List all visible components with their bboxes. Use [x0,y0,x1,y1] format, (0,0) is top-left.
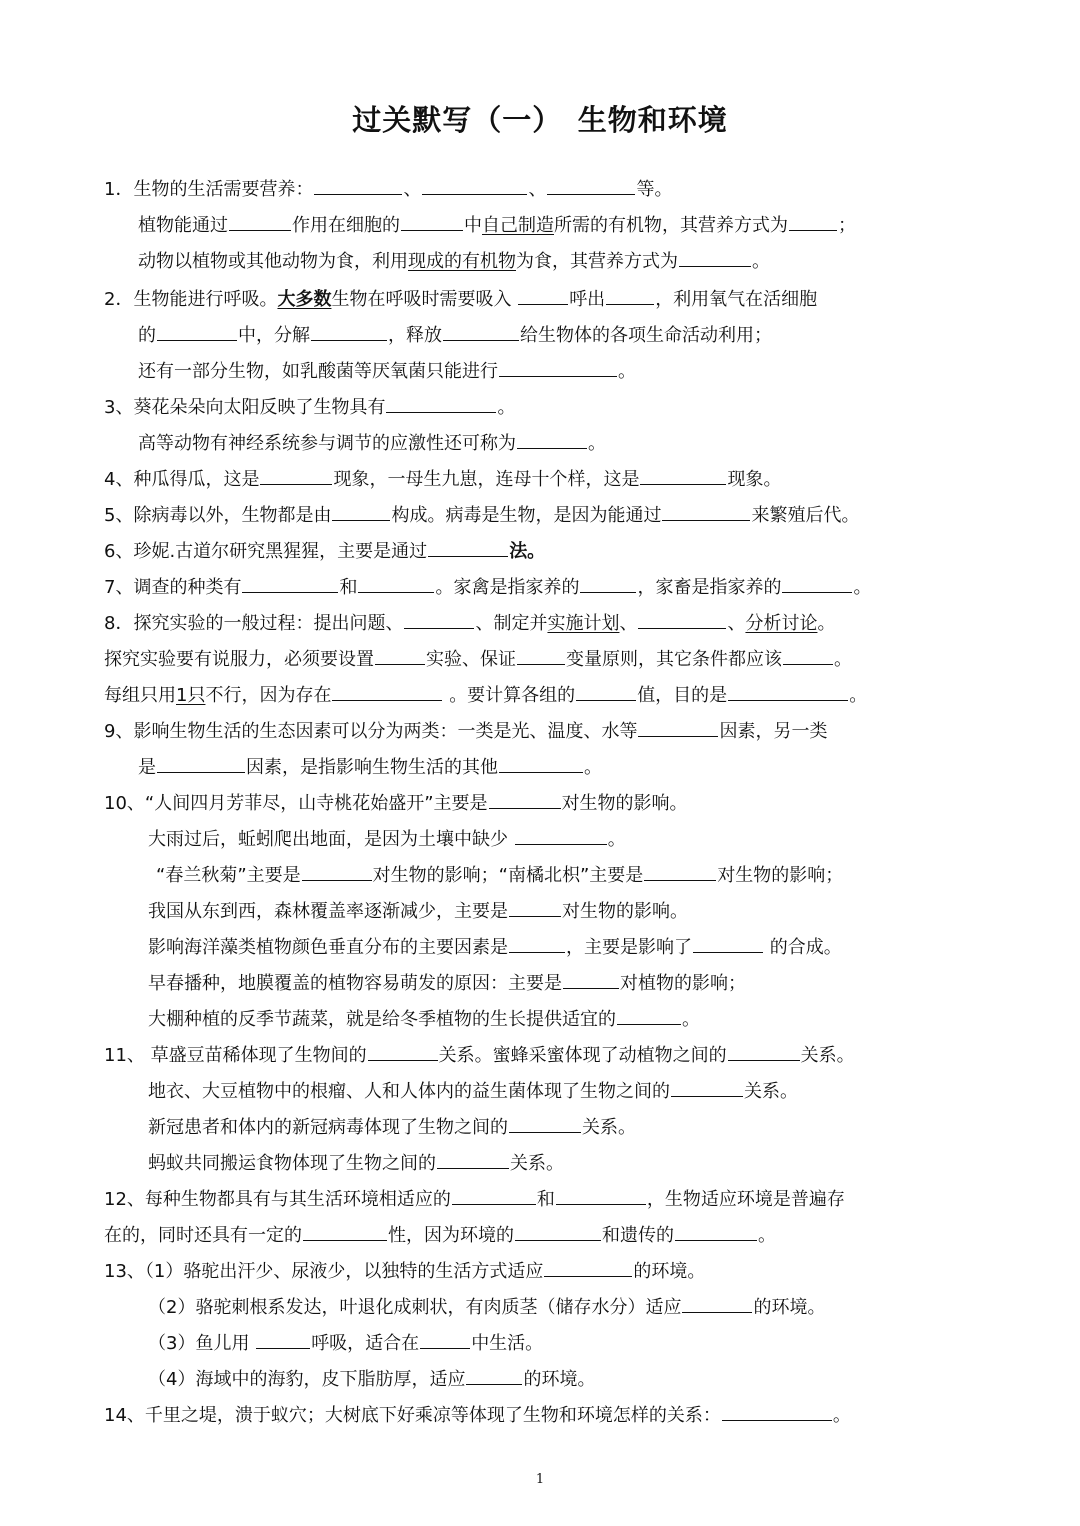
question-8-line-2: 探究实验要有说服力，必须要设置 实验、保证 变量原则，其它条件都应该 。 [104,646,852,673]
question-number: 3、 [104,397,134,418]
question-1-line-1: 1．生物的生活需要营养： 、 、 等。 [104,176,672,203]
question-11-line-3: 新冠患者和体内的新冠病毒体现了生物之间的 关系。 [148,1114,636,1141]
answer-blank[interactable] [499,754,583,773]
answer-blank[interactable] [466,1366,522,1385]
answer-blank[interactable] [428,538,508,557]
question-14: 14、千里之堤，溃于蚁穴；大树底下好乘凉等体现了生物和环境怎样的关系： 。 [104,1402,851,1429]
answer-blank[interactable] [358,574,434,593]
answer-blank[interactable] [303,1222,387,1241]
answer-blank[interactable] [242,574,338,593]
question-10-line-7: 大棚种植的反季节蔬菜，就是给冬季植物的生长提供适宜的 。 [148,1006,700,1033]
answer-blank[interactable] [722,1402,832,1421]
answer-blank[interactable] [314,176,402,195]
answer-blank[interactable] [452,1186,536,1205]
question-10-line-6: 早春播种，地膜覆盖的植物容易萌发的原因：主要是 对植物的影响； [148,970,746,997]
question-number: 6、 [104,541,134,562]
answer-blank[interactable] [640,466,726,485]
question-11-line-2: 地衣、大豆植物中的根瘤、人和人体内的益生菌体现了生物之间的 关系。 [148,1078,798,1105]
answer-blank[interactable] [644,862,716,881]
answer-blank[interactable] [679,248,751,267]
question-number: 11、 [104,1045,145,1066]
question-1-line-3: 动物以植物或其他动物为食，利用现成的有机物为食，其营养方式为 。 [138,248,770,275]
answer-blank[interactable] [437,1150,509,1169]
answer-blank[interactable] [157,754,245,773]
question-number: 9、 [104,721,134,742]
answer-blank[interactable] [332,502,390,521]
answer-blank[interactable] [606,286,654,305]
question-2-line-2: 的 中，分解 ，释放 给生物体的各项生命活动利用； [138,322,772,349]
answer-blank[interactable] [260,466,332,485]
answer-blank[interactable] [675,1222,757,1241]
question-11-line-1: 11、 草盛豆苗稀体现了生物间的 关系。蜜蜂采蜜体现了动植物之间的 关系。 [104,1042,855,1069]
question-6: 6、珍妮.古道尔研究黑猩猩，主要是通过 法。 [104,538,545,565]
answer-blank[interactable] [682,1294,752,1313]
question-10-line-5: 影响海洋藻类植物颜色垂直分布的主要因素是 ，主要是影响了 的合成。 [148,934,842,961]
question-number: 13、 [104,1261,145,1282]
question-number: 7、 [104,577,134,598]
question-10-line-3: “春兰秋菊”主要是 对生物的影响；“南橘北枳”主要是 对生物的影响； [156,862,843,889]
question-13-line-4: （4）海域中的海豹，皮下脂肪厚，适应 的环境。 [148,1366,595,1393]
answer-blank[interactable] [728,682,848,701]
answer-blank[interactable] [368,1042,438,1061]
question-13-line-3: （3）鱼儿用 呼吸，适合在 中生活。 [148,1330,543,1357]
question-number: 14、 [104,1405,145,1426]
answer-blank[interactable] [556,1186,646,1205]
answer-blank[interactable] [157,322,237,341]
question-3-line-1: 3、葵花朵朵向太阳反映了生物具有 。 [104,394,515,421]
answer-blank[interactable] [256,1330,310,1349]
answer-blank[interactable] [517,646,565,665]
question-13-line-2: （2）骆驼刺根系发达，叶退化成刺状，有肉质茎（储存水分）适应 的环境。 [148,1294,825,1321]
answer-blank[interactable] [311,322,387,341]
answer-blank[interactable] [401,212,463,231]
question-1-line-2: 植物能通过 作用在细胞的 中自己制造所需的有机物，其营养方式为 ； [138,212,856,239]
answer-blank[interactable] [580,574,636,593]
question-9-line-1: 9、影响生物生活的生态因素可以分为两类：一类是光、温度、水等 因素，另一类 [104,718,827,745]
answer-blank[interactable] [662,502,750,521]
answer-blank[interactable] [544,1258,632,1277]
question-12-line-1: 12、每种生物都具有与其生活环境相适应的 和 ，生物适应环境是普遍存 [104,1186,845,1213]
question-number: 4、 [104,469,134,490]
question-2-line-1: 2．生物能进行呼吸。大多数生物在呼吸时需要吸入 呼出 ，利用氧气在活细胞 [104,286,817,313]
answer-blank[interactable] [332,682,442,701]
question-12-line-2: 在的，同时还具有一定的 性，因为环境的 和遗传的 。 [104,1222,776,1249]
question-number: 12、 [104,1189,145,1210]
answer-blank[interactable] [518,286,568,305]
question-2-line-3: 还有一部分生物，如乳酸菌等厌氧菌只能进行 。 [138,358,636,385]
question-8-line-1: 8．探究实验的一般过程：提出问题、 、制定并实施计划、 、分析讨论。 [104,610,835,637]
question-number: 5、 [104,505,134,526]
answer-blank[interactable] [420,1330,470,1349]
question-8-line-3: 每组只用1只不行，因为存在 。要计算各组的 值，目的是 。 [104,682,867,709]
answer-blank[interactable] [229,212,291,231]
question-10-line-1: 10、“人间四月芳菲尽，山寺桃花始盛开”主要是 对生物的影响。 [104,790,688,817]
answer-blank[interactable] [443,322,519,341]
question-number: 2． [104,289,134,310]
answer-blank[interactable] [638,718,718,737]
page-number: 1 [535,1472,545,1487]
question-4: 4、种瓜得瓜，这是 现象，一母生九崽，连母十个样，这是 现象。 [104,466,781,493]
answer-blank[interactable] [509,1114,581,1133]
question-10-line-4: 我国从东到西，森林覆盖率逐渐减少，主要是 对生物的影响。 [148,898,688,925]
answer-blank[interactable] [638,610,726,629]
answer-blank[interactable] [576,682,636,701]
question-13-line-1: 13、（1）骆驼出汗少、尿液少，以独特的生活方式适应 的环境。 [104,1258,705,1285]
answer-blank[interactable] [547,176,635,195]
question-number: 10、 [104,793,145,814]
question-number: 8． [104,613,134,634]
answer-blank[interactable] [302,862,372,881]
question-9-line-2: 是 因素，是指影响生物生活的其他 。 [138,754,602,781]
answer-blank[interactable] [617,1006,681,1025]
question-7: 7、调查的种类有 和 。家禽是指家养的 ，家畜是指家养的 。 [104,574,871,601]
answer-blank[interactable] [563,970,619,989]
question-11-line-4: 蚂蚁共同搬运食物体现了生物之间的 关系。 [148,1150,564,1177]
answer-blank[interactable] [515,1222,601,1241]
answer-blank[interactable] [789,212,837,231]
answer-blank[interactable] [509,898,561,917]
question-5: 5、除病毒以外，生物都是由 构成。病毒是生物，是因为能通过 来繁殖后代。 [104,502,859,529]
answer-blank[interactable] [499,358,617,377]
question-3-line-2: 高等动物有神经系统参与调节的应激性还可称为 。 [138,430,606,457]
question-number: 1． [104,179,134,200]
answer-blank[interactable] [782,574,852,593]
answer-blank[interactable] [671,1078,743,1097]
answer-blank[interactable] [515,826,607,845]
answer-blank[interactable] [517,430,587,449]
answer-blank[interactable] [509,934,565,953]
answer-blank[interactable] [375,646,425,665]
answer-blank[interactable] [386,394,496,413]
answer-blank[interactable] [693,934,763,953]
answer-blank[interactable] [404,610,474,629]
answer-blank[interactable] [489,790,561,809]
question-10-line-2: 大雨过后，蚯蚓爬出地面，是因为土壤中缺少 。 [148,826,626,853]
page-title: 过关默写（一） 生物和环境 [352,103,728,137]
answer-blank[interactable] [783,646,833,665]
answer-blank[interactable] [422,176,527,195]
answer-blank[interactable] [728,1042,800,1061]
